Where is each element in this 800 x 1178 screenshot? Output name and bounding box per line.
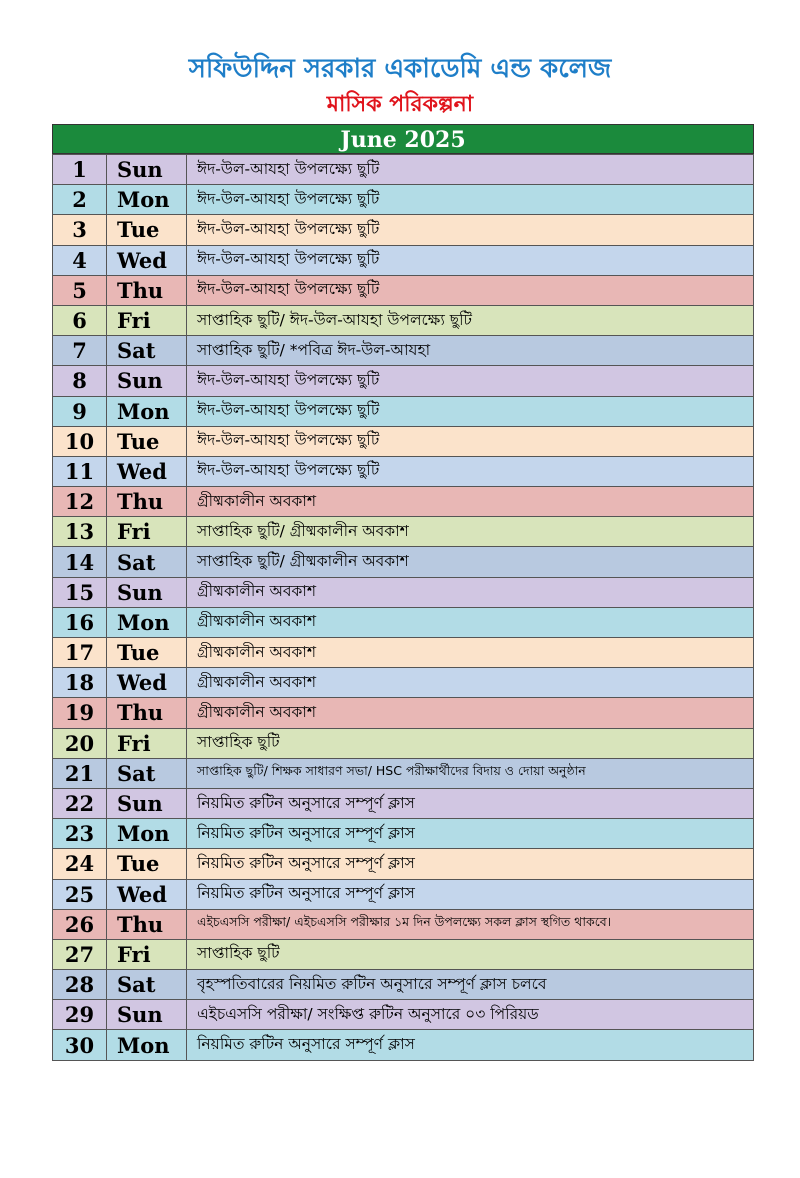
table-row bbox=[53, 607, 754, 637]
weekday-cell: Fri bbox=[107, 305, 187, 335]
date-cell: 30 bbox=[53, 1030, 107, 1060]
activity-cell: নিয়মিত রুটিন অনুসারে সম্পূর্ণ ক্লাস bbox=[187, 819, 754, 849]
weekday-cell: Tue bbox=[107, 426, 187, 456]
activity-cell: গ্রীষ্মকালীন অবকাশ bbox=[187, 638, 754, 668]
activity-cell: সাপ্তাহিক ছুটি/ শিক্ষক সাধারণ সভা/ HSC পরীক্ষার্থীদের বিদায় ও দোয়া অনুষ্ঠান bbox=[187, 758, 754, 788]
activity-cell: সাপ্তাহিক ছুটি/ ঈদ-উল-আযহা উপলক্ষ্যে ছুটি bbox=[187, 305, 754, 335]
weekday-cell: Tue bbox=[107, 849, 187, 879]
weekday-cell: Thu bbox=[107, 487, 187, 517]
activity-cell: বৃহস্পতিবারের নিয়মিত রুটিন অনুসারে সম্পূর্ণ ক্লাস চলবে bbox=[187, 970, 754, 1000]
weekday-cell: Fri bbox=[107, 517, 187, 547]
activity-cell: নিয়মিত রুটিন অনুসারে সম্পূর্ণ ক্লাস bbox=[187, 849, 754, 879]
date-cell: 10 bbox=[53, 426, 107, 456]
weekday-cell: Thu bbox=[107, 275, 187, 305]
activity-cell: ঈদ-উল-আযহা উপলক্ষ্যে ছুটি bbox=[187, 275, 754, 305]
activity-cell: এইচএসসি পরীক্ষা/ সংক্ষিপ্ত রুটিন অনুসারে ০৩ পিরিয়ড bbox=[187, 1000, 754, 1030]
activity-cell: নিয়মিত রুটিন অনুসারে সম্পূর্ণ ক্লাস bbox=[187, 1030, 754, 1060]
table-row bbox=[53, 547, 754, 577]
activity-cell: নিয়মিত রুটিন অনুসারে সম্পূর্ণ ক্লাস bbox=[187, 788, 754, 818]
weekday-cell: Sun bbox=[107, 366, 187, 396]
table-row bbox=[53, 758, 754, 788]
date-cell: 16 bbox=[53, 607, 107, 637]
table-row bbox=[53, 849, 754, 879]
table-row bbox=[53, 305, 754, 335]
activity-cell: সাপ্তাহিক ছুটি bbox=[187, 939, 754, 969]
date-cell: 12 bbox=[53, 487, 107, 517]
table-row bbox=[53, 819, 754, 849]
weekday-cell: Sat bbox=[107, 758, 187, 788]
weekday-cell: Tue bbox=[107, 638, 187, 668]
date-cell: 7 bbox=[53, 336, 107, 366]
table-row bbox=[53, 698, 754, 728]
weekday-cell: Wed bbox=[107, 456, 187, 486]
table-row bbox=[53, 396, 754, 426]
activity-cell: এইচএসসি পরীক্ষা/ এইচএসসি পরীক্ষার ১ম দিন উপলক্ষ্যে সকল ক্লাস স্থগিত থাকবে। bbox=[187, 909, 754, 939]
activity-cell: গ্রীষ্মকালীন অবকাশ bbox=[187, 668, 754, 698]
weekday-cell: Tue bbox=[107, 215, 187, 245]
table-row bbox=[53, 879, 754, 909]
date-cell: 1 bbox=[53, 155, 107, 185]
date-cell: 21 bbox=[53, 758, 107, 788]
activity-cell: ঈদ-উল-আযহা উপলক্ষ্যে ছুটি bbox=[187, 426, 754, 456]
weekday-cell: Mon bbox=[107, 396, 187, 426]
date-cell: 18 bbox=[53, 668, 107, 698]
activity-cell: গ্রীষ্মকালীন অবকাশ bbox=[187, 577, 754, 607]
date-cell: 5 bbox=[53, 275, 107, 305]
table-row bbox=[53, 1000, 754, 1030]
weekday-cell: Mon bbox=[107, 1030, 187, 1060]
activity-cell: ঈদ-উল-আযহা উপলক্ষ্যে ছুটি bbox=[187, 185, 754, 215]
weekday-cell: Wed bbox=[107, 245, 187, 275]
weekday-cell: Sat bbox=[107, 547, 187, 577]
date-cell: 9 bbox=[53, 396, 107, 426]
activity-cell: ঈদ-উল-আযহা উপলক্ষ্যে ছুটি bbox=[187, 245, 754, 275]
date-cell: 8 bbox=[53, 366, 107, 396]
date-cell: 19 bbox=[53, 698, 107, 728]
weekday-cell: Sat bbox=[107, 970, 187, 1000]
activity-cell: গ্রীষ্মকালীন অবকাশ bbox=[187, 487, 754, 517]
activity-cell: নিয়মিত রুটিন অনুসারে সম্পূর্ণ ক্লাস bbox=[187, 879, 754, 909]
date-cell: 11 bbox=[53, 456, 107, 486]
table-row bbox=[53, 517, 754, 547]
table-row bbox=[53, 426, 754, 456]
weekday-cell: Thu bbox=[107, 698, 187, 728]
date-cell: 27 bbox=[53, 939, 107, 969]
table-row bbox=[53, 939, 754, 969]
activity-cell: ঈদ-উল-আযহা উপলক্ষ্যে ছুটি bbox=[187, 366, 754, 396]
weekday-cell: Sat bbox=[107, 336, 187, 366]
activity-cell: সাপ্তাহিক ছুটি/ *পবিত্র ঈদ-উল-আযহা bbox=[187, 336, 754, 366]
table-row bbox=[53, 275, 754, 305]
activity-cell: সাপ্তাহিক ছুটি bbox=[187, 728, 754, 758]
weekday-cell: Wed bbox=[107, 668, 187, 698]
date-cell: 4 bbox=[53, 245, 107, 275]
activity-cell: ঈদ-উল-আযহা উপলক্ষ্যে ছুটি bbox=[187, 456, 754, 486]
weekday-cell: Wed bbox=[107, 879, 187, 909]
date-cell: 15 bbox=[53, 577, 107, 607]
date-cell: 6 bbox=[53, 305, 107, 335]
table-row bbox=[53, 1030, 754, 1060]
activity-cell: ঈদ-উল-আযহা উপলক্ষ্যে ছুটি bbox=[187, 155, 754, 185]
activity-cell: সাপ্তাহিক ছুটি/ গ্রীষ্মকালীন অবকাশ bbox=[187, 547, 754, 577]
weekday-cell: Fri bbox=[107, 728, 187, 758]
date-cell: 22 bbox=[53, 788, 107, 818]
date-cell: 25 bbox=[53, 879, 107, 909]
weekday-cell: Mon bbox=[107, 185, 187, 215]
date-cell: 3 bbox=[53, 215, 107, 245]
table-row bbox=[53, 215, 754, 245]
weekday-cell: Sun bbox=[107, 577, 187, 607]
plan-subtitle: মাসিক পরিকল্পনা bbox=[326, 92, 474, 117]
date-cell: 26 bbox=[53, 909, 107, 939]
date-cell: 29 bbox=[53, 1000, 107, 1030]
table-row bbox=[53, 638, 754, 668]
date-cell: 24 bbox=[53, 849, 107, 879]
date-cell: 28 bbox=[53, 970, 107, 1000]
calendar-body bbox=[53, 155, 754, 1061]
table-row bbox=[53, 155, 754, 185]
weekday-cell: Fri bbox=[107, 939, 187, 969]
table-row bbox=[53, 185, 754, 215]
date-cell: 23 bbox=[53, 819, 107, 849]
weekday-cell: Sun bbox=[107, 788, 187, 818]
table-row bbox=[53, 668, 754, 698]
weekday-cell: Sun bbox=[107, 1000, 187, 1030]
date-cell: 2 bbox=[53, 185, 107, 215]
table-row bbox=[53, 788, 754, 818]
institution-title: সফিউদ্দিন সরকার একাডেমি এন্ড কলেজ bbox=[188, 54, 612, 84]
weekday-cell: Sun bbox=[107, 155, 187, 185]
date-cell: 14 bbox=[53, 547, 107, 577]
date-cell: 17 bbox=[53, 638, 107, 668]
table-row bbox=[53, 577, 754, 607]
month-header: June 2025 bbox=[52, 124, 754, 154]
weekday-cell: Mon bbox=[107, 607, 187, 637]
table-row bbox=[53, 366, 754, 396]
table-row bbox=[53, 456, 754, 486]
table-row bbox=[53, 728, 754, 758]
weekday-cell: Thu bbox=[107, 909, 187, 939]
activity-cell: ঈদ-উল-আযহা উপলক্ষ্যে ছুটি bbox=[187, 396, 754, 426]
activity-cell: সাপ্তাহিক ছুটি/ গ্রীষ্মকালীন অবকাশ bbox=[187, 517, 754, 547]
date-cell: 20 bbox=[53, 728, 107, 758]
table-row bbox=[53, 909, 754, 939]
calendar-table bbox=[52, 154, 754, 1061]
weekday-cell: Mon bbox=[107, 819, 187, 849]
date-cell: 13 bbox=[53, 517, 107, 547]
table-row bbox=[53, 970, 754, 1000]
activity-cell: ঈদ-উল-আযহা উপলক্ষ্যে ছুটি bbox=[187, 215, 754, 245]
monthly-calendar bbox=[52, 124, 754, 1061]
table-row bbox=[53, 336, 754, 366]
table-row bbox=[53, 245, 754, 275]
activity-cell: গ্রীষ্মকালীন অবকাশ bbox=[187, 607, 754, 637]
activity-cell: গ্রীষ্মকালীন অবকাশ bbox=[187, 698, 754, 728]
table-row bbox=[53, 487, 754, 517]
